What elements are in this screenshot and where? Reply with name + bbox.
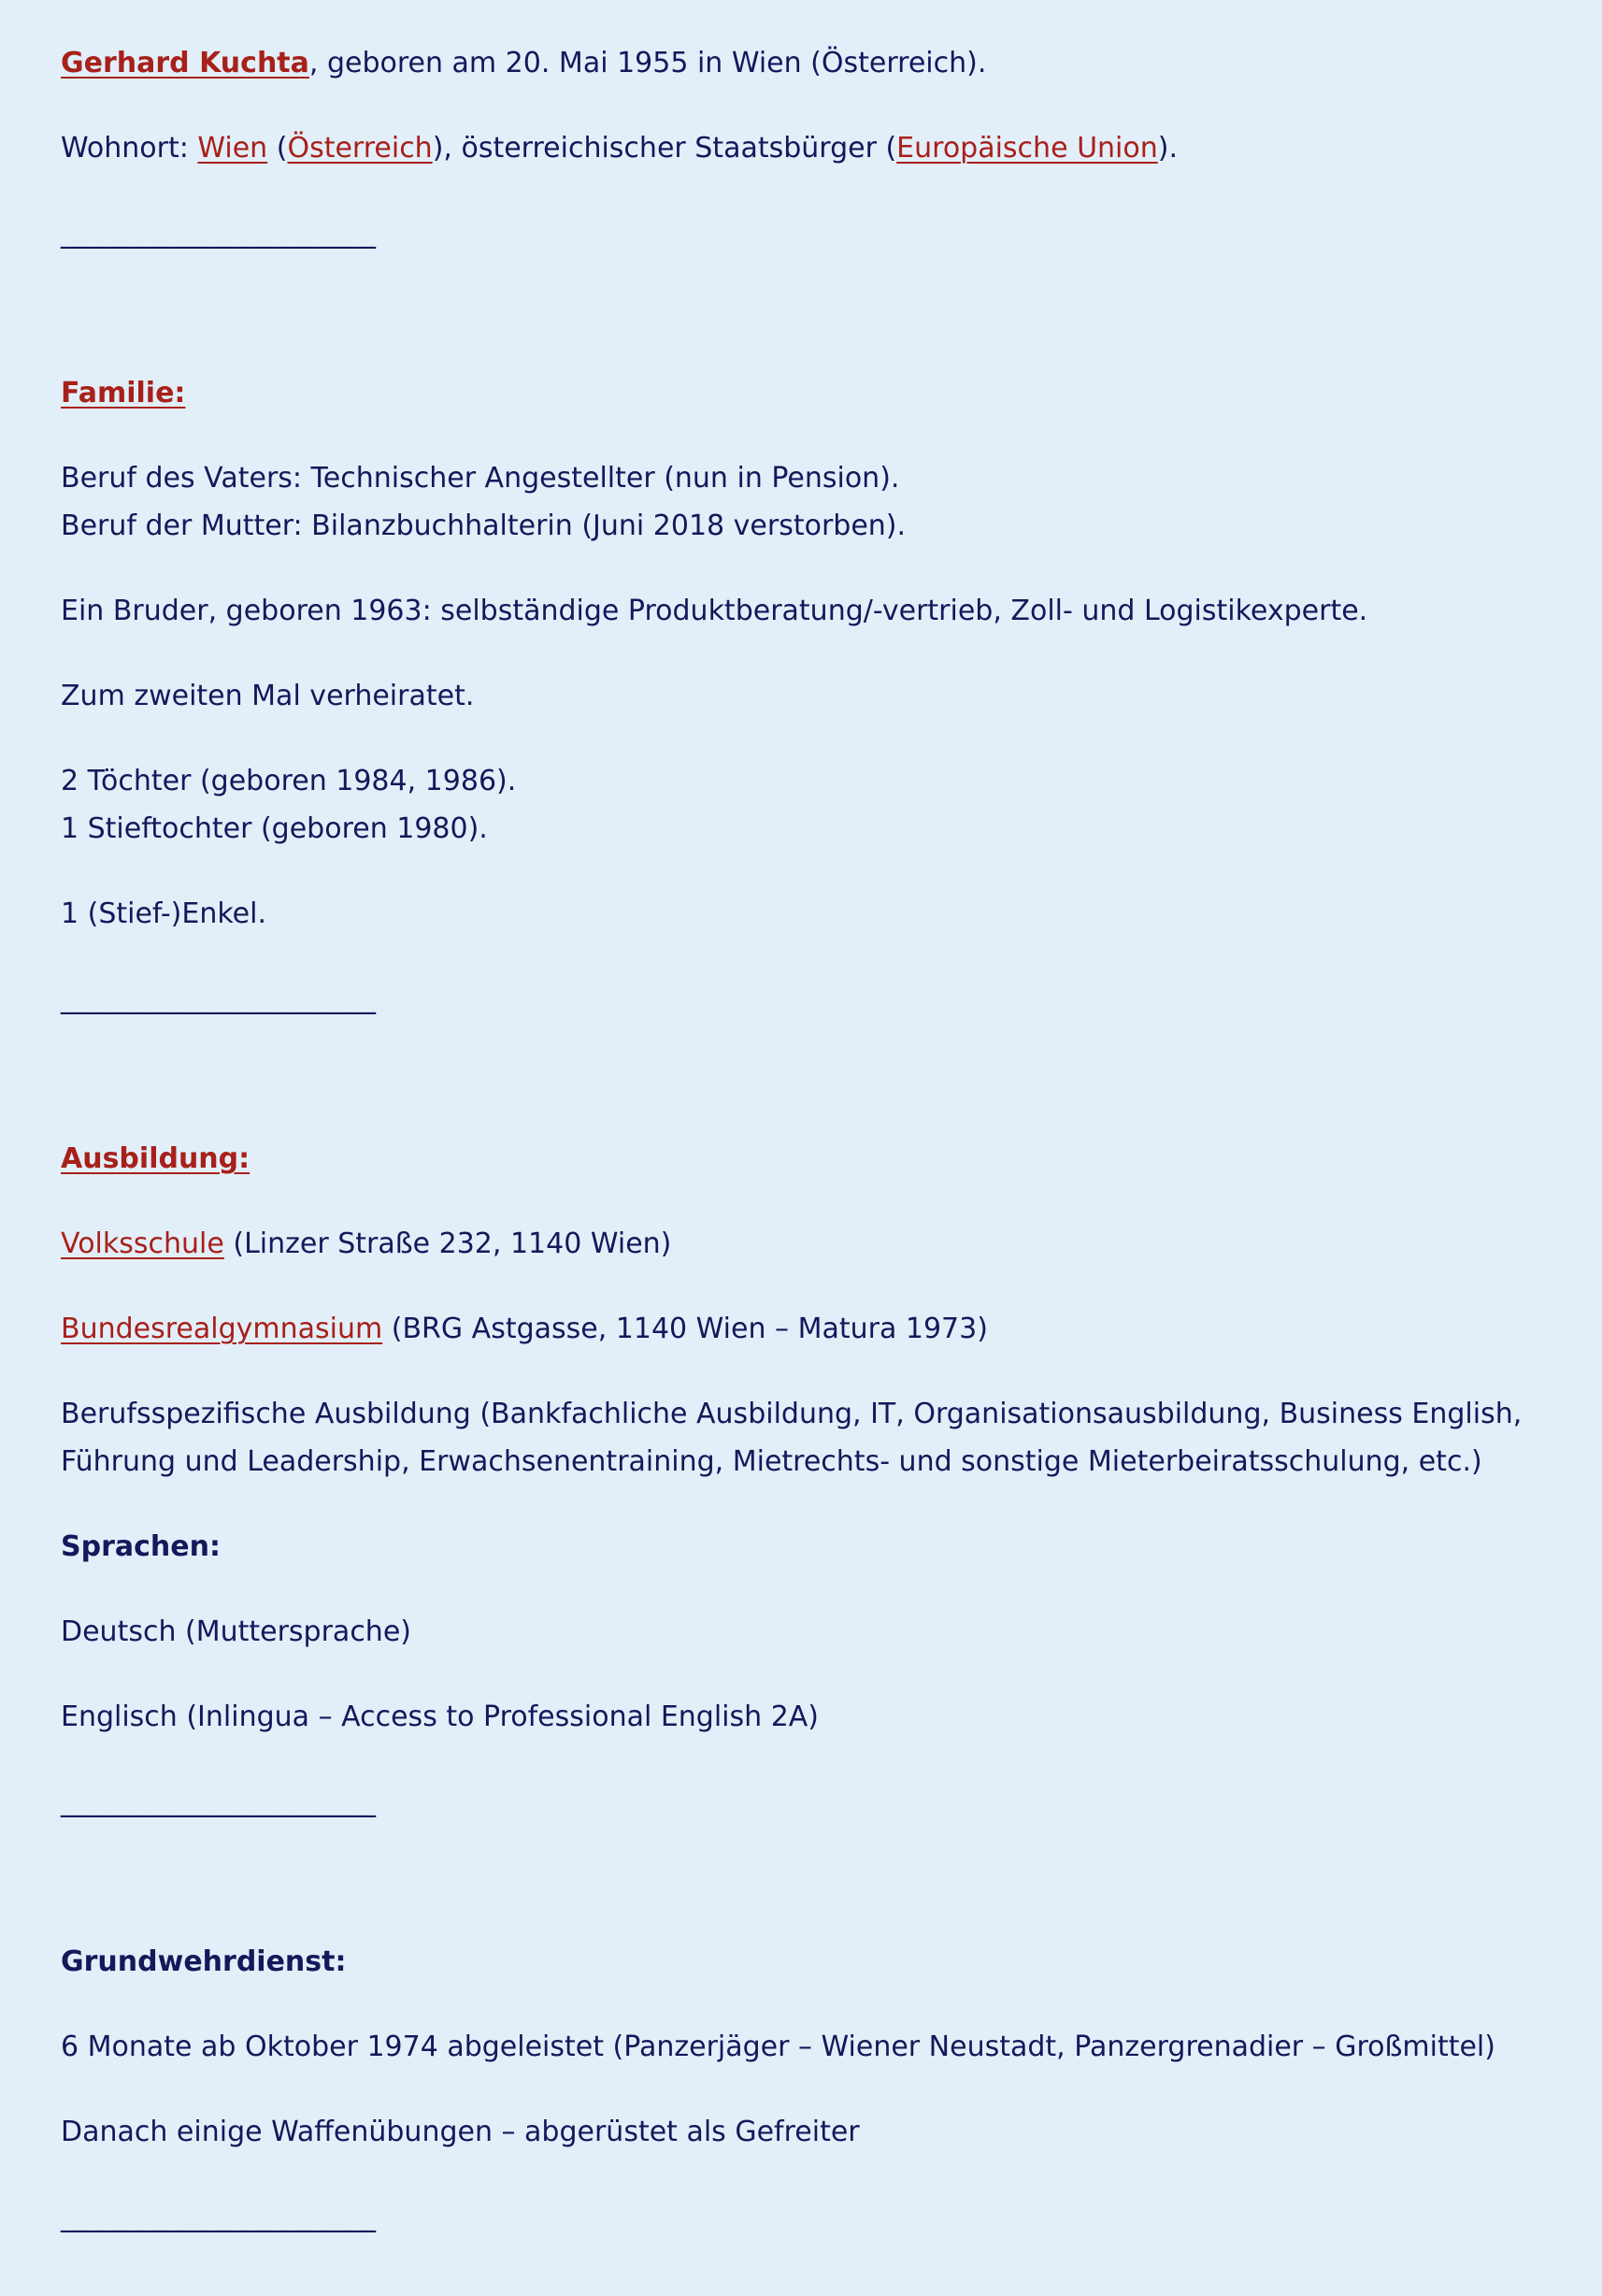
spacer xyxy=(61,294,1555,369)
spacer xyxy=(61,1060,1555,1135)
birth-text: , geboren am 20. Mai 1955 in Wien (Österreich). xyxy=(308,47,987,79)
gymnasium-link[interactable]: Bundesrealgymnasium xyxy=(61,1313,383,1345)
volksschule-text: (Linzer Straße 232, 1140 Wien) xyxy=(223,1227,672,1260)
separator: ________________________ xyxy=(61,2201,375,2233)
wohnort-label: Wohnort: xyxy=(61,132,198,165)
oesterreich-link[interactable]: Österreich xyxy=(287,132,433,165)
sprachen-heading: Sprachen: xyxy=(61,1530,221,1563)
bruder-text: Ein Bruder, geboren 1963: selbständige Produktberatung/-vertrieb, Zoll- und Logistikexperte. xyxy=(61,595,1368,627)
dienst-text: 6 Monate ab Oktober 1974 abgeleistet (Panzerjäger – Wiener Neustadt, Panzergrenadier – Großmittel) xyxy=(61,2031,1495,2063)
kinder-block xyxy=(61,757,1555,853)
familie-heading-link[interactable]: Familie: xyxy=(61,377,186,409)
stieftochter-text: 1 Stieftochter (geboren 1980). xyxy=(61,812,488,845)
spacer xyxy=(61,1863,1555,1938)
vater-text: Beruf des Vaters: Technischer Angestellter (nun in Pension). xyxy=(61,462,900,495)
separator: ________________________ xyxy=(61,983,375,1015)
wien-link[interactable]: Wien xyxy=(197,132,268,165)
close-text: ). xyxy=(1157,132,1178,165)
gymnasium-line xyxy=(61,1305,1555,1353)
englisch-text: Englisch (Inlingua – Access to Professional English 2A) xyxy=(61,1700,820,1733)
mutter-text: Beruf der Mutter: Bilanzbuchhalterin (Juni 2018 verstorben). xyxy=(61,509,907,542)
eltern-block xyxy=(61,454,1555,550)
familie-heading xyxy=(61,369,1555,417)
toechter-text: 2 Töchter (geboren 1984, 1986). xyxy=(61,765,517,797)
volksschule-line xyxy=(61,1220,1555,1268)
ehe-text: Zum zweiten Mal verheiratet. xyxy=(61,680,475,712)
intro-line xyxy=(61,39,1555,87)
paren-open: ( xyxy=(267,132,288,165)
ausbildung-heading-link[interactable]: Ausbildung: xyxy=(61,1142,250,1175)
separator: ________________________ xyxy=(61,217,375,250)
separator: ________________________ xyxy=(61,1786,375,1818)
citizen-text: ), österreichischer Staatsbürger ( xyxy=(432,132,897,165)
eu-link[interactable]: Europäische Union xyxy=(896,132,1158,165)
gymnasium-text: (BRG Astgasse, 1140 Wien – Matura 1973) xyxy=(382,1313,988,1345)
ausbildung-heading xyxy=(61,1135,1555,1183)
deutsch-text: Deutsch (Muttersprache) xyxy=(61,1615,411,1648)
enkel-text: 1 (Stief-)Enkel. xyxy=(61,897,266,930)
grundwehrdienst-heading: Grundwehrdienst: xyxy=(61,1945,347,1978)
wohnort-line xyxy=(61,124,1555,172)
berufsausbildung-text: Berufsspezifische Ausbildung (Bankfachliche Ausbildung, IT, Organisationsausbildung, Business English, Führung und Leadership, Erwachsenentraining, Mietrechts- und sonstige Mieterbeiratsschulung, etc.) xyxy=(61,1398,1523,1478)
volksschule-link[interactable]: Volksschule xyxy=(61,1227,224,1260)
name-link[interactable]: Gerhard Kuchta xyxy=(61,47,309,79)
uebungen-text: Danach einige Waffenübungen – abgerüstet als Gefreiter xyxy=(61,2116,860,2148)
